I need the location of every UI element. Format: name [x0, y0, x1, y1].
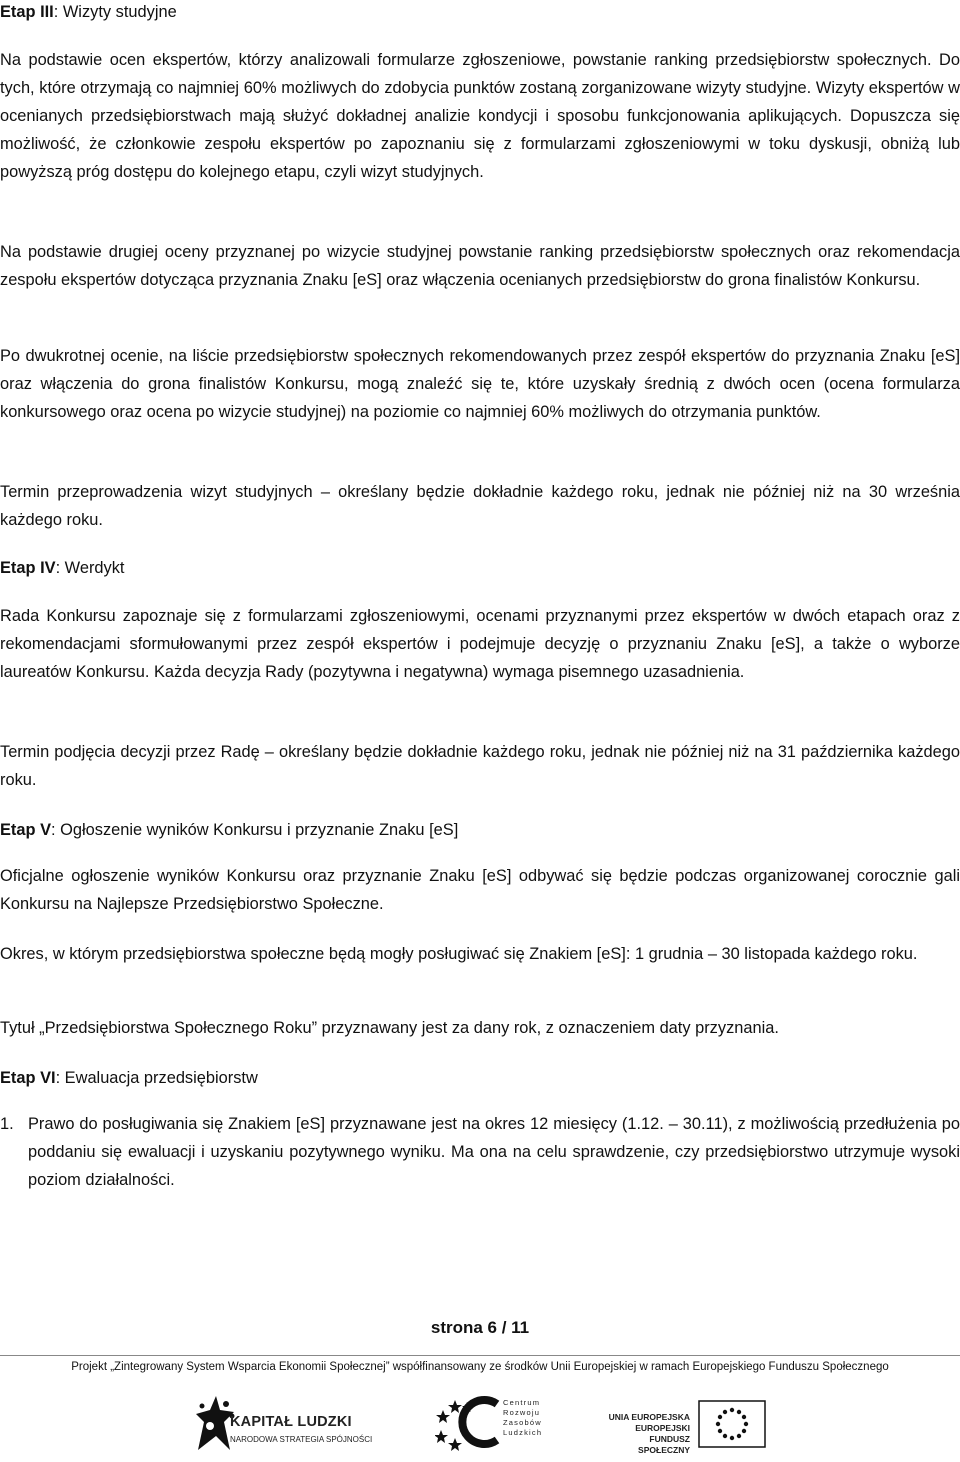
eu-flag-icon [698, 1400, 766, 1448]
paragraph-second-rating [0, 238, 960, 294]
heading-label: Etap VI [0, 1069, 56, 1087]
paragraph-text: Okres, w którym przedsiębiorstwa społeczne będą mogły posługiwać się Znakiem [eS]: 1 grudnia – 30 listopada każdego roku. [0, 945, 918, 963]
eu-efs-logo [598, 1392, 768, 1455]
page-number: strona 6 / 11 [430, 1318, 530, 1337]
crzl-line: Centrum [503, 1398, 541, 1407]
heading-etap-iii [0, 0, 960, 24]
crzl-line: Rozwoju [503, 1408, 541, 1417]
paragraph-text: Po dwukrotnej ocenie, na liście przedsiębiorstw społecznych rekomendowanych przez zespół ekspertów do przyznania Znaku [eS] oraz włączenia do grona finalistów Konkursu, mogą znaleźć się te, które uzyskały średnią z dwóch ocen (ocena formularza konkursowego oraz ocena po wizycie studyjnej) na poziomie co najmniej 60% możliwych do otrzymania punktów. [0, 347, 960, 421]
list-item-number: 1. [0, 1115, 14, 1133]
paragraph-text: Termin przeprowadzenia wizyt studyjnych – określany będzie dokładnie każdego roku, jednak nie później niż na 30 września każdego roku. [0, 483, 960, 529]
paragraph-ranking [0, 46, 960, 186]
heading-title: : Ogłoszenie wyników Konkursu i przyznanie Znaku [eS] [51, 821, 459, 839]
heading-title: : Werdykt [55, 559, 125, 577]
footer-logos [0, 1392, 960, 1455]
heading-title: : Wizyty studyjne [53, 3, 177, 21]
heading-etap-v [0, 818, 960, 842]
list-item-text: Prawo do posługiwania się Znakiem [eS] przyznawane jest na okres 12 miesięcy (1.12. – 30.11), z możliwością przedłużenia po poddaniu się ewaluacji i uzyskaniu pozytywnego wyniku. Ma ona na celu sprawdzenie, czy przedsiębiorstwo utrzymuje wysoki poziom działalności. [28, 1115, 960, 1189]
crzl-line: Zasobów [503, 1418, 542, 1427]
crzl-text [503, 1398, 542, 1438]
paragraph-title-of-year [0, 1014, 960, 1042]
kapital-ludzki-title: KAPITAŁ LUDZKI [230, 1414, 352, 1430]
paragraph-decision-deadline [0, 738, 960, 794]
heading-label: Etap III [0, 3, 54, 21]
eu-text [598, 1412, 690, 1456]
paragraph-text: Na podstawie drugiej oceny przyznanej po wizycie studyjnej powstanie ranking przedsiębiorstw społecznych oraz rekomendacja zespołu ekspertów dotycząca przyznania Znaku [eS] oraz włączenia ocenianych przedsiębiorstw do grona finalistów Konkursu. [0, 243, 960, 289]
paragraph-text: Termin podjęcia decyzji przez Radę – określany będzie dokładnie każdego roku, jednak nie później niż na 31 października każdego roku. [0, 743, 960, 789]
footer-divider [0, 1355, 960, 1356]
kapital-ludzki-subtitle: NARODOWA STRATEGIA SPÓJNOŚCI [230, 1435, 373, 1444]
kapital-ludzki-logo [190, 1392, 390, 1452]
paragraph-text: Na podstawie ocen ekspertów, którzy analizowali formularze zgłoszeniowe, powstanie ranking przedsiębiorstw społecznych. Do tych, które otrzymają co najmniej 60% możliwych do zdobycia punktów zostaną zorganizowane wizyty studyjne. Wizyty ekspertów w ocenianych przedsiębiorstwach mają służyć dokładnej analizie kondycji i sposobu funkcjonowania aplikujących. Dopuszcza się możliwość, że członkowie zespołu ekspertów po zapoznaniu się z formularzami zgłoszeniowymi w toku dyskusji, obniżą lub powyższą próg dostępu do kolejnego etapu, czyli wizyt studyjnych. [0, 51, 960, 181]
crzl-logo [435, 1392, 545, 1452]
paragraph-visit-deadline [0, 478, 960, 534]
paragraph-text: Rada Konkursu zapoznaje się z formularzami zgłoszeniowymi, ocenami przyznanymi przez ekspertów w dwóch etapach oraz z rekomendacjami sformułowanymi przez zespół ekspertów i podejmuje decyzję o przyznaniu Znaku [eS], a także o wyborze laureatów Konkursu. Każda decyzja Rady (pozytywna i negatywna) wymaga pisemnego uzasadnienia. [0, 607, 960, 681]
heading-etap-vi [0, 1066, 960, 1090]
eu-line-1: UNIA EUROPEJSKA [608, 1412, 690, 1422]
eu-line-2: EUROPEJSKI [635, 1423, 690, 1433]
eu-line-3: FUNDUSZ SPOŁECZNY [638, 1434, 690, 1455]
heading-etap-iv [0, 556, 960, 580]
paragraph-text: Tytuł „Przedsiębiorstwa Społecznego Roku” przyznawany jest za dany rok, z oznaczeniem daty przyznania. [0, 1019, 779, 1037]
crzl-line: Ludzkich [503, 1428, 543, 1437]
paragraph-period [0, 940, 960, 968]
heading-label: Etap IV [0, 559, 56, 577]
paragraph-double-rating [0, 342, 960, 426]
heading-title: : Ewaluacja przedsiębiorstw [55, 1069, 258, 1087]
crzl-stars-icon [435, 1392, 505, 1452]
heading-label: Etap V [0, 821, 52, 839]
project-footnote: Projekt „Zintegrowany System Wsparcia Ekonomii Społecznej” współfinansowany ze środków Unii Europejskiej w ramach Europejskiego Funduszu Społecznego [71, 1361, 889, 1373]
paragraph-text: Oficjalne ogłoszenie wyników Konkursu oraz przyznanie Znaku [eS] odbywać się będzie podczas organizowanej corocznie gali Konkursu na Najlepsze Przedsiębiorstwo Społeczne. [0, 867, 960, 913]
paragraph-council [0, 602, 960, 686]
paragraph-gala [0, 862, 960, 918]
